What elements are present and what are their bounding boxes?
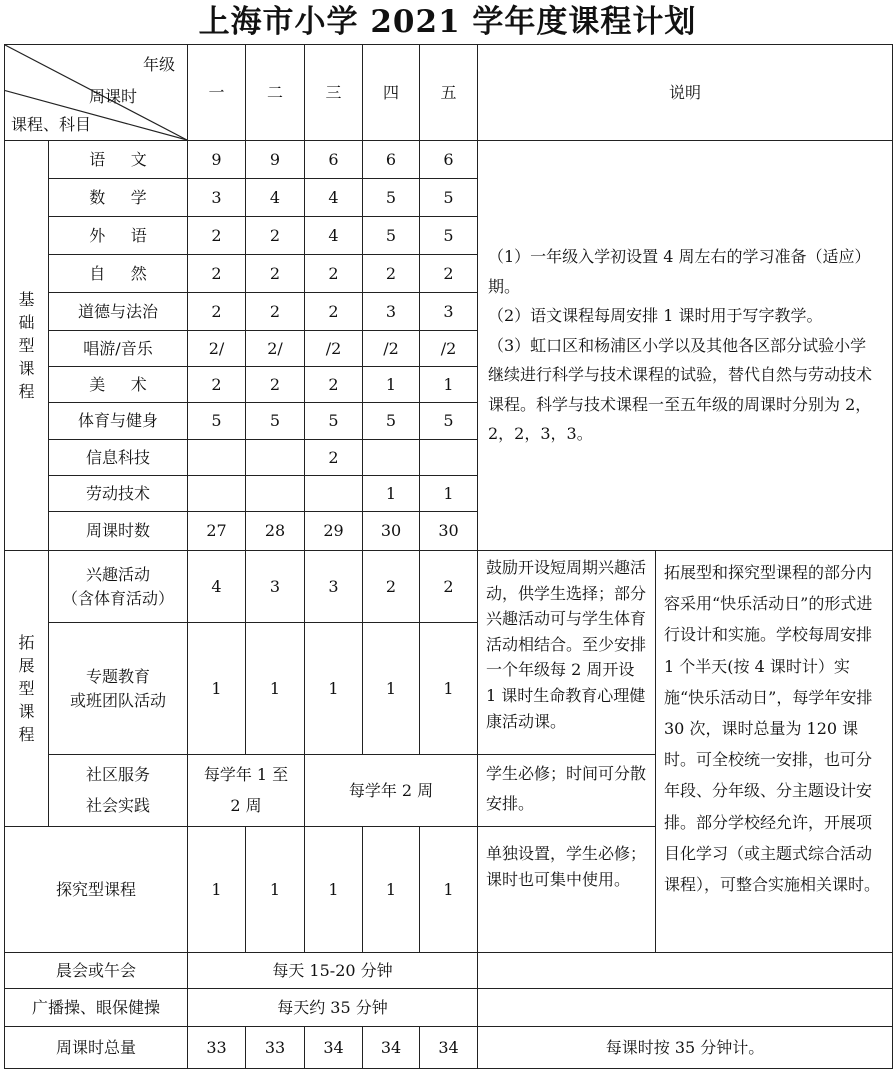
service-note: 学生必修；时间可分散安排。 bbox=[478, 755, 656, 827]
hours-cell bbox=[305, 476, 363, 512]
notes-header: 说明 bbox=[478, 45, 893, 141]
subject-name: 美术 bbox=[49, 367, 188, 403]
hours-cell: 2 bbox=[305, 367, 363, 403]
hours-cell: 2 bbox=[188, 255, 246, 293]
hours-cell: 2 bbox=[188, 217, 246, 255]
hours-cell bbox=[246, 440, 305, 476]
hours-cell: 5 bbox=[188, 403, 246, 440]
hours-cell: 2 bbox=[246, 293, 305, 331]
hours-cell: 1 bbox=[420, 367, 478, 403]
hours-cell: 1 bbox=[305, 623, 363, 755]
hours-cell: 2/ bbox=[246, 331, 305, 367]
hours-cell: 1 bbox=[363, 623, 420, 755]
hours-cell: 4 bbox=[305, 217, 363, 255]
hours-cell: /2 bbox=[420, 331, 478, 367]
hours-cell: 5 bbox=[363, 179, 420, 217]
hours-cell: 5 bbox=[363, 403, 420, 440]
grade-header: 三 bbox=[305, 45, 363, 141]
subject-name: 体育与健身 bbox=[49, 403, 188, 440]
hours-cell: 2 bbox=[246, 367, 305, 403]
corner-header-cell bbox=[5, 45, 188, 141]
hours-cell bbox=[188, 440, 246, 476]
hours-cell: 6 bbox=[363, 141, 420, 179]
hours-cell: 2 bbox=[420, 551, 478, 623]
hours-cell: 每天 15-20 分钟 bbox=[188, 953, 478, 989]
hours-cell: 每天约 35 分钟 bbox=[188, 989, 478, 1027]
hours-cell: 30 bbox=[420, 512, 478, 551]
subject-name: 兴趣活动 （含体育活动） bbox=[49, 551, 188, 623]
hours-cell: 2 bbox=[305, 255, 363, 293]
table-row bbox=[5, 1027, 893, 1069]
hours-cell: 2 bbox=[188, 293, 246, 331]
research-note: 单独设置，学生必修；课时也可集中使用。 bbox=[478, 827, 656, 953]
hours-cell: 每学年 1 至 2 周 bbox=[188, 755, 305, 827]
subject-name: 外语 bbox=[49, 217, 188, 255]
hours-cell: 34 bbox=[420, 1027, 478, 1069]
header-row bbox=[5, 45, 893, 141]
subject-name: 道德与法治 bbox=[49, 293, 188, 331]
hours-cell: 2 bbox=[305, 293, 363, 331]
hours-cell bbox=[420, 440, 478, 476]
hours-cell: 9 bbox=[246, 141, 305, 179]
extended-course-group-label: 拓 展 型 课 程 bbox=[5, 551, 49, 827]
hours-cell: 5 bbox=[420, 217, 478, 255]
hours-cell: 33 bbox=[246, 1027, 305, 1069]
hours-cell: 1 bbox=[188, 623, 246, 755]
hours-cell: 5 bbox=[363, 217, 420, 255]
hours-cell: 34 bbox=[305, 1027, 363, 1069]
hours-cell: 4 bbox=[246, 179, 305, 217]
subject-name: 广播操、眼保健操 bbox=[5, 989, 188, 1027]
hours-cell: 33 bbox=[188, 1027, 246, 1069]
hours-cell: 5 bbox=[420, 179, 478, 217]
corner-hours-label: 周课时 bbox=[89, 87, 138, 106]
hours-cell bbox=[188, 476, 246, 512]
hours-cell: 2 bbox=[246, 217, 305, 255]
hours-cell: 2 bbox=[305, 440, 363, 476]
page-title: 上海市小学 2021 学年度课程计划 bbox=[198, 4, 697, 40]
hours-cell: /2 bbox=[363, 331, 420, 367]
total-note: 每课时按 35 分钟计。 bbox=[478, 1027, 893, 1069]
corner-grade-label: 年级 bbox=[142, 55, 175, 74]
hours-cell: 29 bbox=[305, 512, 363, 551]
hours-cell: 5 bbox=[420, 403, 478, 440]
table-row bbox=[5, 141, 893, 179]
hours-cell: 30 bbox=[363, 512, 420, 551]
hours-cell: 4 bbox=[305, 179, 363, 217]
basic-course-notes bbox=[478, 141, 893, 551]
hours-cell: 1 bbox=[363, 827, 420, 953]
subject-name: 周课时数 bbox=[49, 512, 188, 551]
subject-name: 语文 bbox=[49, 141, 188, 179]
subject-name: 劳动技术 bbox=[49, 476, 188, 512]
subject-name: 周课时总量 bbox=[5, 1027, 188, 1069]
hours-cell: 5 bbox=[246, 403, 305, 440]
subject-name: 专题教育 或班团队活动 bbox=[49, 623, 188, 755]
hours-cell: 27 bbox=[188, 512, 246, 551]
hours-cell: 1 bbox=[363, 476, 420, 512]
hours-cell: 9 bbox=[188, 141, 246, 179]
hours-cell: 1 bbox=[246, 623, 305, 755]
hours-cell: 2 bbox=[420, 255, 478, 293]
hours-cell: /2 bbox=[305, 331, 363, 367]
happy-activity-day-note: 拓展型和探究型课程的部分内容采用“快乐活动日”的形式进行设计和实施。学校每周安排 1 个半天(按 4 课时计）实施“快乐活动日”，每学年安排 30 次，课时总量为 120 课时。可全校统一安排，也可分年段、分年级、分主题设计安排。部分学校经允许，开展项目化学习（或主题式综合活动课程），可整合实施相关课时。 bbox=[656, 551, 893, 953]
hours-cell: 1 bbox=[420, 476, 478, 512]
hours-cell: 1 bbox=[246, 827, 305, 953]
hours-cell: 2 bbox=[363, 255, 420, 293]
hours-cell: 2 bbox=[363, 551, 420, 623]
hours-cell: 3 bbox=[305, 551, 363, 623]
hours-cell: 34 bbox=[363, 1027, 420, 1069]
hours-cell: 3 bbox=[363, 293, 420, 331]
subject-name: 数学 bbox=[49, 179, 188, 217]
hours-cell: 2 bbox=[188, 367, 246, 403]
grade-header: 一 bbox=[188, 45, 246, 141]
subject-name: 唱游/音乐 bbox=[49, 331, 188, 367]
corner-subject-label: 课程、科目 bbox=[11, 115, 92, 134]
subject-name: 自然 bbox=[49, 255, 188, 293]
grade-header: 二 bbox=[246, 45, 305, 141]
hours-cell: 1 bbox=[188, 827, 246, 953]
hours-cell: 3 bbox=[188, 179, 246, 217]
hours-cell: 5 bbox=[305, 403, 363, 440]
hours-cell: 1 bbox=[363, 367, 420, 403]
hours-cell: 1 bbox=[305, 827, 363, 953]
empty-note-cell bbox=[478, 989, 893, 1027]
basic-note-item: （1）一年级入学初设置 4 周左右的学习准备（适应）期。 bbox=[488, 246, 871, 296]
empty-note-cell bbox=[478, 953, 893, 989]
hours-cell: 3 bbox=[246, 551, 305, 623]
subject-name: 探究型课程 bbox=[5, 827, 188, 953]
hours-cell bbox=[363, 440, 420, 476]
hours-cell: 每学年 2 周 bbox=[305, 755, 478, 827]
hours-cell: 6 bbox=[305, 141, 363, 179]
hours-cell: 2 bbox=[246, 255, 305, 293]
grade-header: 五 bbox=[420, 45, 478, 141]
table-row bbox=[5, 989, 893, 1027]
hours-cell: 1 bbox=[420, 827, 478, 953]
subject-name: 社区服务 社会实践 bbox=[49, 755, 188, 827]
hours-cell bbox=[246, 476, 305, 512]
hours-cell: 3 bbox=[420, 293, 478, 331]
subject-name: 信息科技 bbox=[49, 440, 188, 476]
grade-header: 四 bbox=[363, 45, 420, 141]
hours-cell: 1 bbox=[420, 623, 478, 755]
interest-activity-note: 鼓励开设短周期兴趣活动，供学生选择；部分兴趣活动可与学生体育活动相结合。至少安排一个年级每 2 周开设 1 课时生命教育心理健康活动课。 bbox=[478, 551, 656, 755]
hours-cell: 28 bbox=[246, 512, 305, 551]
subject-name: 晨会或午会 bbox=[5, 953, 188, 989]
basic-note-item: （3）虹口区和杨浦区小学以及其他各区部分试验小学继续进行科学与技术课程的试验，替代自然与劳动技术课程。科学与技术课程一至五年级的周课时分别为 2，2，2，3，3。 bbox=[488, 335, 873, 444]
basic-note-item: （2）语文课程每周安排 1 课时用于写字教学。 bbox=[488, 306, 823, 326]
table-row bbox=[5, 551, 893, 623]
hours-cell: 6 bbox=[420, 141, 478, 179]
hours-cell: 4 bbox=[188, 551, 246, 623]
table-row bbox=[5, 953, 893, 989]
hours-cell: 2/ bbox=[188, 331, 246, 367]
curriculum-table bbox=[4, 44, 893, 1069]
basic-course-group-label: 基 础 型 课 程 bbox=[5, 141, 49, 551]
